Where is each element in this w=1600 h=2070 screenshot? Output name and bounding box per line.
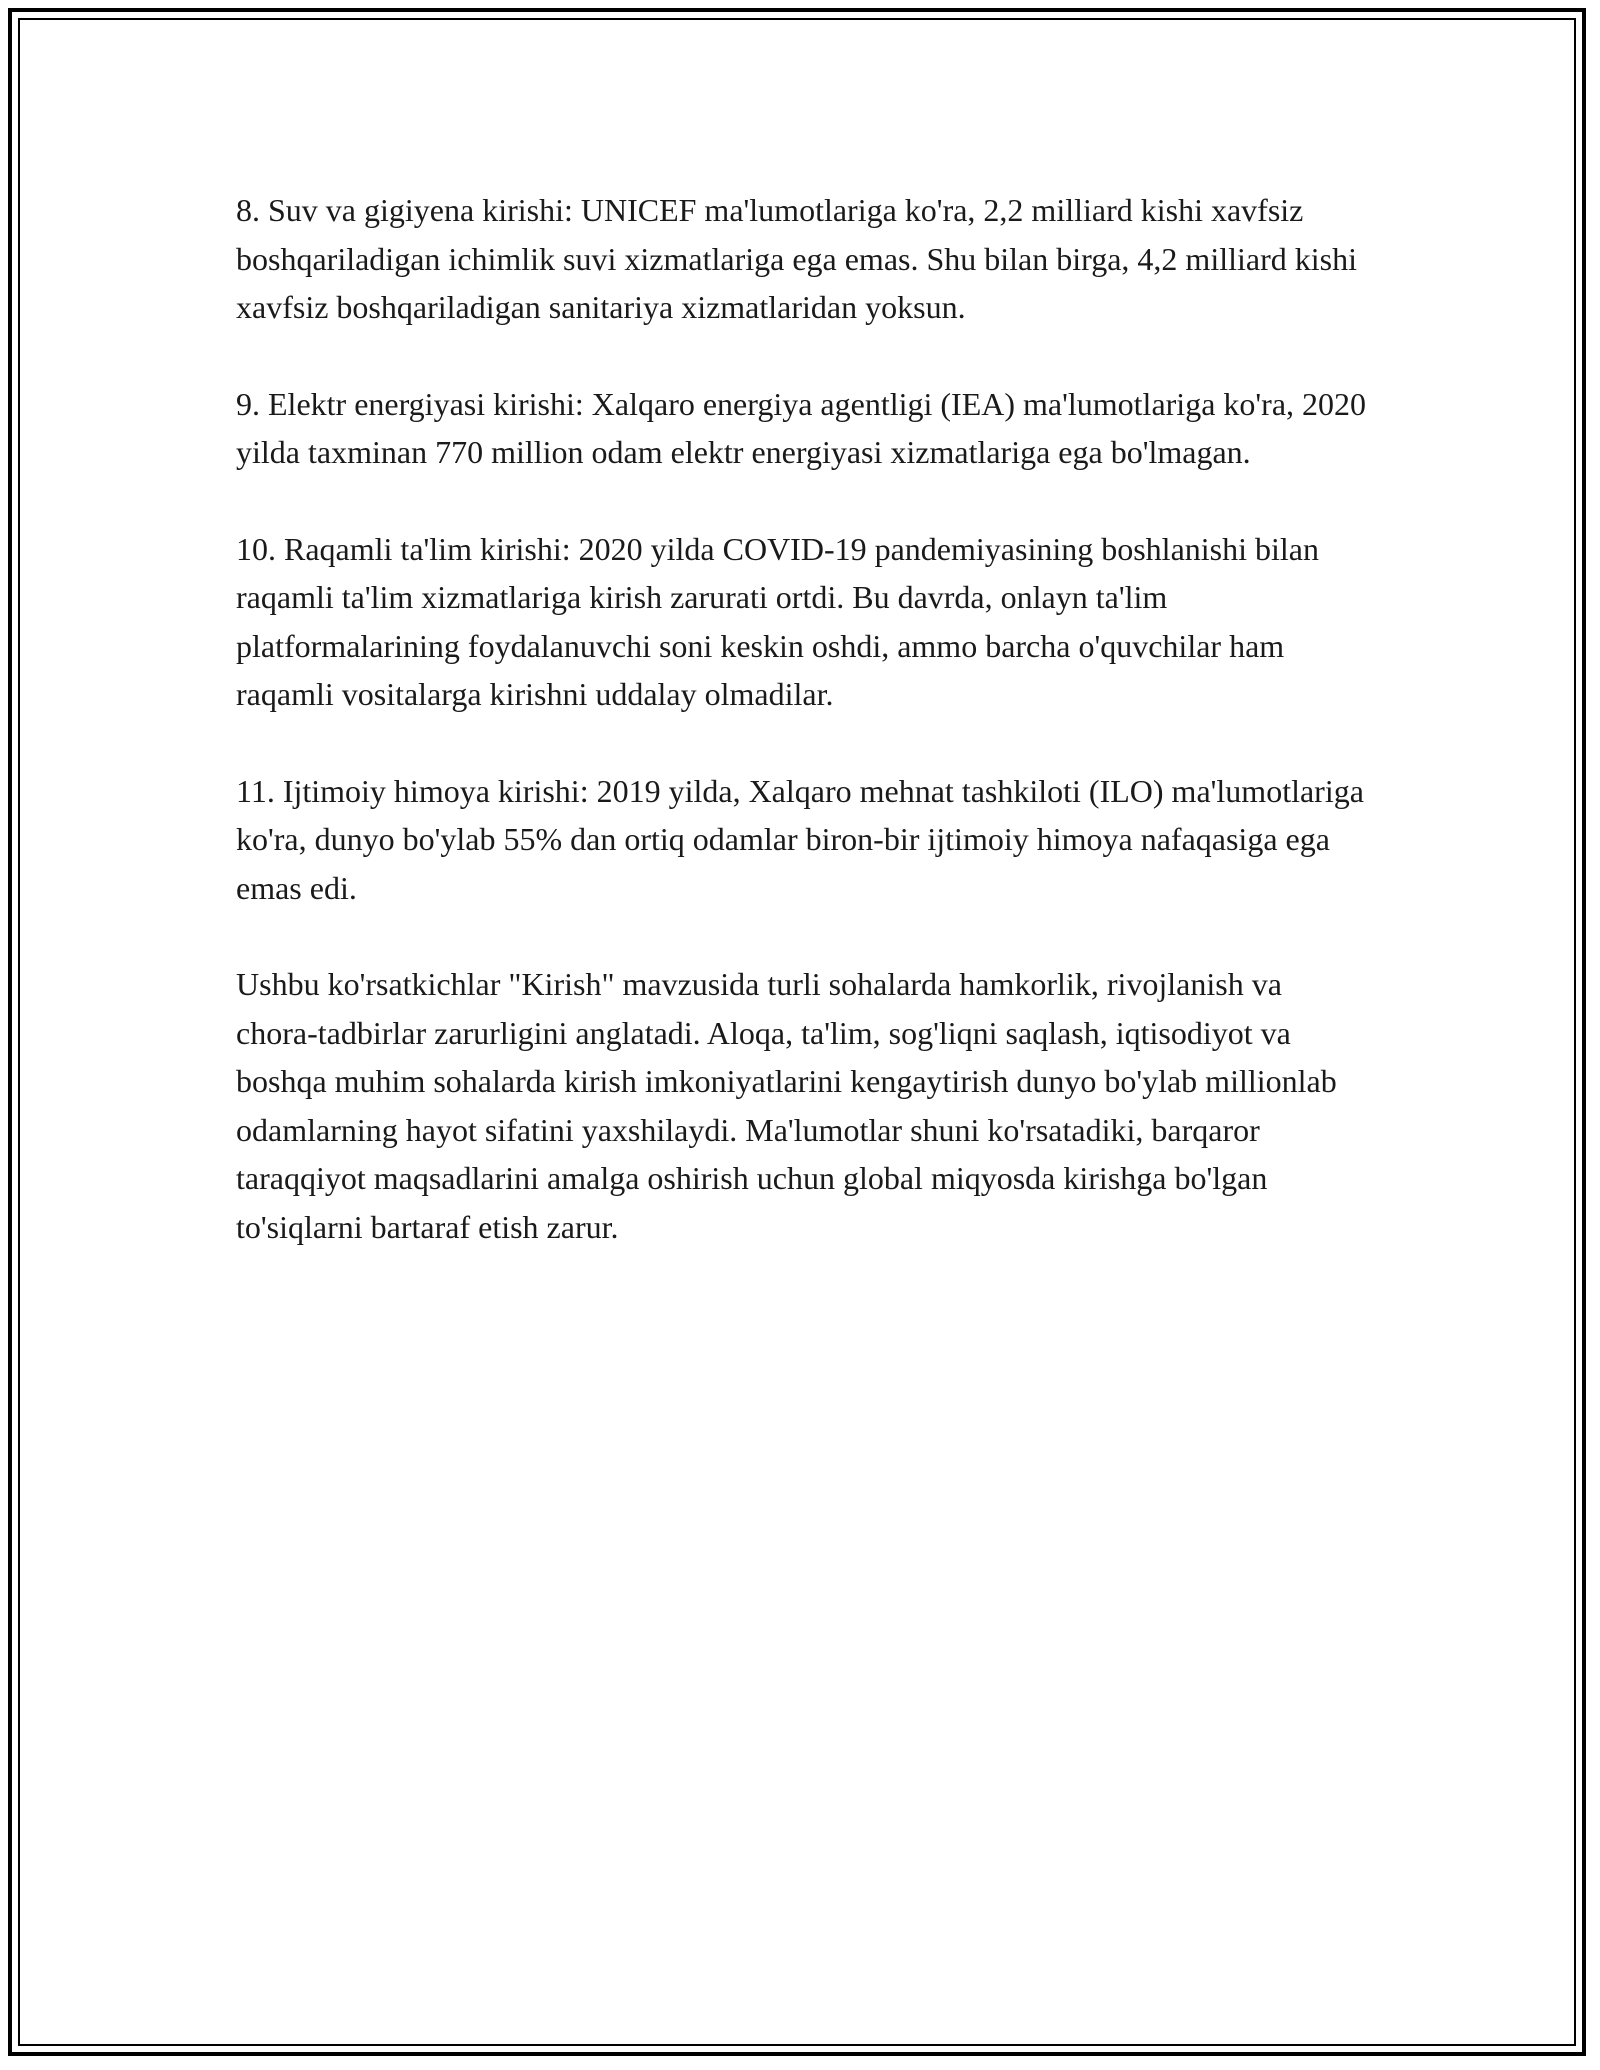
paragraph-water-sanitation: 8. Suv va gigiyena kirishi: UNICEF ma'lumotlariga ko'ra, 2,2 milliard kishi xavfsiz boshqariladigan ichimlik suvi xizmatlariga ega emas. Shu bilan birga, 4,2 milliard kishi xavfsiz boshqariladigan sanitariya xizmatlaridan yoksun.	[236, 192, 1357, 325]
paragraph-social-protection: 11. Ijtimoiy himoya kirishi: 2019 yilda, Xalqaro mehnat tashkiloti (ILO) ma'lumotlariga ko'ra, dunyo bo'ylab 55% dan ortiq odamlar biron-bir ijtimoiy himoya nafaqasiga ega emas edi.	[236, 772, 1364, 906]
paragraph-conclusion: Ushbu ko'rsatkichlar "Kirish" mavzusida turli sohalarda hamkorlik, rivojlanish va chora-tadbirlar zarurligini anglatadi. Aloqa, ta'lim, sog'liqni saqlash, iqtisodiyot va boshqa muhim sohalarda kirish imkoniyatlarini kengaytirish dunyo bo'ylab millionlab odamlarning hayot sifatini yaxshilaydi. Ma'lumotlar shuni ko'rsatadiki, barqaror taraqqiyot maqsadlarini amalga oshirish uchun global miqyosda kirishga bo'lgan to'siqlarni bartaraf etish zarur.	[236, 966, 1337, 1245]
paragraph-electricity: 9. Elektr energiyasi kirishi: Xalqaro energiya agentligi (IEA) ma'lumotlariga ko'ra, 2020 yilda taxminan 770 million odam elektr energiyasi xizmatlariga ega bo'lmagan.	[236, 385, 1367, 470]
document-body	[236, 186, 1366, 1299]
paragraph-digital-education: 10. Raqamli ta'lim kirishi: 2020 yilda COVID-19 pandemiyasining boshlanishi bilan raqamli ta'lim xizmatlariga kirish zarurati ortdi. Bu davrda, onlayn ta'lim platformalarining foydalanuvchi soni keskin oshdi, ammo barcha o'quvchilar ham raqamli vositalarga kirishni uddalay olmadilar.	[236, 530, 1319, 712]
